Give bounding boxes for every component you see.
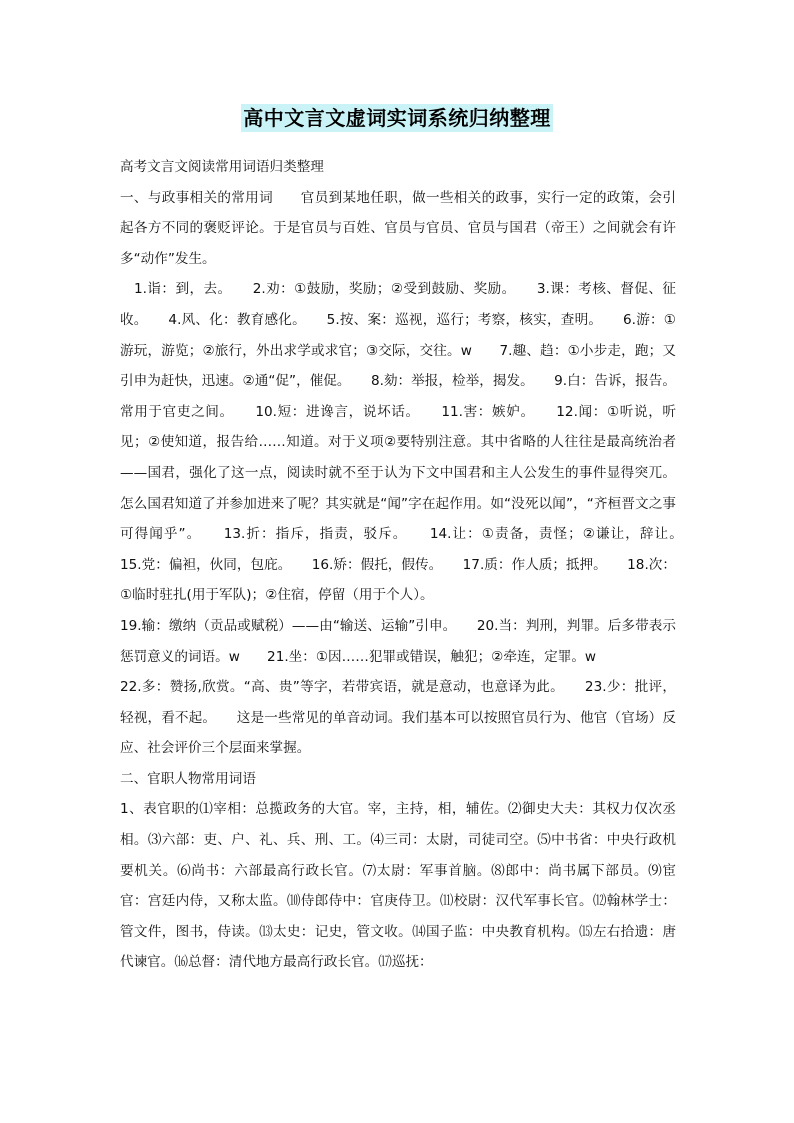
title-container: [0, 104, 794, 132]
section-two-heading: 二、官职人物常用词语: [120, 770, 256, 787]
official-titles-paragraph: 1、表官职的⑴宰相：总揽政务的大官。宰，主持，相，辅佐。⑵御史大夫：其权力仅次丞相。⑶六部：吏、户、礼、兵、刑、工。⑷三司：太尉，司徒司空。⑸中书省：中央行政机要机关。⑹尚书：六部最高行政长官。⑺太尉：军事首脑。⑻郎中：尚书属下部员。⑼宦官：宫廷内侍，又称太监。⑽侍郎侍中：官庚侍卫。⑾校尉：汉代军事长官。⑿翰林学士：管文件，图书，侍读。⒀太史：记史，管文收。⒁国子监：中央教育机构。⒂左右拾遗：唐代谏官。⒃总督：清代地方最高行政长官。⒄巡抚：: [120, 801, 676, 971]
document-body: [120, 152, 704, 978]
subtitle-paragraph: 高考文言文阅读常用词语归类整理: [120, 159, 324, 175]
verb-list-continued-1: 19.输：缴纳（贡品或赋税）——由“输送、运输”引申。 20.当：判刑，判罪。后多带表示惩罚意义的词语。w 21.坐：①因……犯罪或错误，触犯；②牵连，定罪。w: [120, 617, 676, 665]
verb-list-continued-2: 22.多：赞扬,欣赏。“高、贵”等字，若带宾语，就是意动，也意译为此。 23.少：批评，轻视，看不起。 这是一些常见的单音动词。我们基本可以按照官员行为、他官（官场）反应、社会评价三个层面来掌握。: [120, 679, 676, 757]
verb-list-paragraph: 1.诣：到，去。 2.劝：①鼓励，奖励；②受到鼓励、奖励。 3.课：考核、督促、征收。 4.风、化：教育感化。 5.按、案：巡视，巡行；考察，核实，查明。 6.游：①游玩，游览；②旅行，外出求学或求官；③交际，交往。w 7.趣、趋：①小步走，跑；又引申为赶快，迅速。②通“促”，催促。 8.劾：举报，检举，揭发。 9.白：告诉，报告。常用于官吏之间。 10.短：进谗言，说坏话。 11.害：嫉妒。 12.闻：①听说，听见；②使知道，报告给……知道。对于义项②要特别注意。其中省略的人往往是最高统治者——国君，强化了这一点，阅读时就不至于认为下文中国君和主人公发生的事件显得突兀。怎么国君知道了并参加进来了呢？其实就是“闻”字在起作用。如“没死以闻”，“齐桓晋文之事可得闻乎”。 13.折：指斥，指责，驳斥。 14.让：①责备，责怪；②谦让，辞让。 15.党：偏袒，伙同，包庇。 16.矫：假托，假传。 17.质：作人质；抵押。 18.次：①临时驻扎(用于军队)；②住宿，停留（用于个人）。: [120, 281, 704, 604]
section-one-intro: 一、与政事相关的常用词 官员到某地任职，做一些相关的政事，实行一定的政策，会引起各方不同的褒贬评论。于是官员与百姓、官员与官员、官员与国君（帝王）之间就会有许多“动作”发生。: [120, 189, 676, 267]
document-title: 高中文言文虚词实词系统归纳整理: [243, 106, 551, 130]
